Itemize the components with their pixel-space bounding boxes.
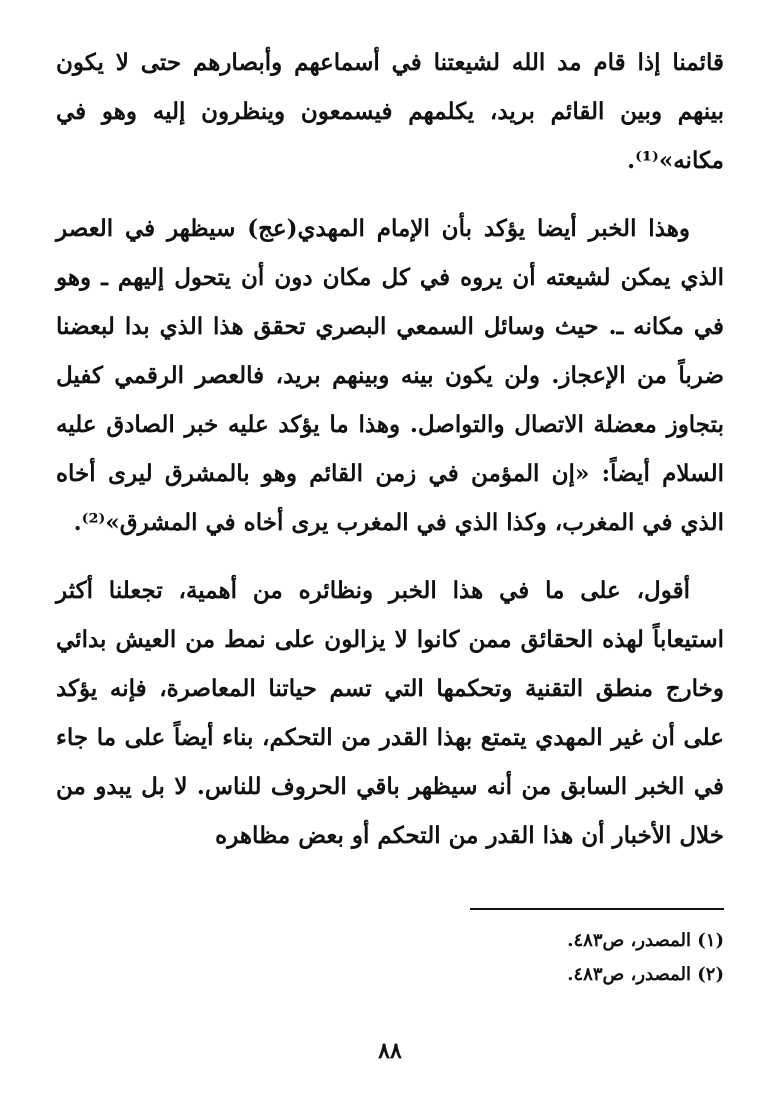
page-body: [56, 38, 724, 860]
paragraph-author-remark: أقول، على ما في هذا الخبر ونظائره من أهمية، تجعلنا أكثر استيعاباً لهذه الحقائق ممن كانوا لا يزالون على نمط من العيش بدائي وخارج منطق التقنية وتحكمها التي تسم حياتنا المعاصرة، فإنه يؤكد على أن غير المهدي يتمتع بهذا القدر من التحكم، بناء أيضاً على ما جاء في الخبر السابق من أنه سيظهر باقي الحروف للناس. لا بل يبدو من خلال الأخبار أن هذا القدر من التحكم أو بعض مظاهره: [56, 577, 724, 849]
footnote-divider: [470, 908, 724, 910]
footnotes: [324, 924, 724, 992]
paragraph-hadith-continuation: قائمنا إذا قام مد الله لشيعتنا في أسماعهم وأبصارهم حتى لا يكون بينهم وبين القائم بريد، يكلمهم فيسمعون وينظرون إليه وهو في مكانه»⁽¹⁾.: [56, 49, 724, 174]
footnote-1: (١) المصدر، ص٤٨٣.: [567, 930, 724, 951]
paragraph-commentary: وهذا الخبر أيضا يؤكد بأن الإمام المهدي(عج) سيظهر في العصر الذي يمكن لشيعته أن يروه في كل مكان دون أن يتحول إليهم ـ وهو في مكانه ـ. حيث وسائل السمعي البصري تحقق هذا الذي بدا لبعضنا ضرباً من الإعجاز. ولن يكون بينه وبينهم بريد، فالعصر الرقمي كفيل بتجاوز معضلة الاتصال والتواصل. وهذا ما يؤكد عليه خبر الصادق عليه السلام أيضاً: «إن المؤمن في زمن القائم وهو بالمشرق ليرى أخاه الذي في المغرب، وكذا الذي في المغرب يرى أخاه في المشرق»⁽²⁾.: [56, 215, 724, 536]
footnote-2: (٢) المصدر، ص٤٨٣.: [567, 964, 724, 985]
paragraph-spacer: [56, 185, 724, 204]
paragraph-spacer: [56, 547, 724, 566]
page-number: ٨٨: [378, 1038, 402, 1064]
